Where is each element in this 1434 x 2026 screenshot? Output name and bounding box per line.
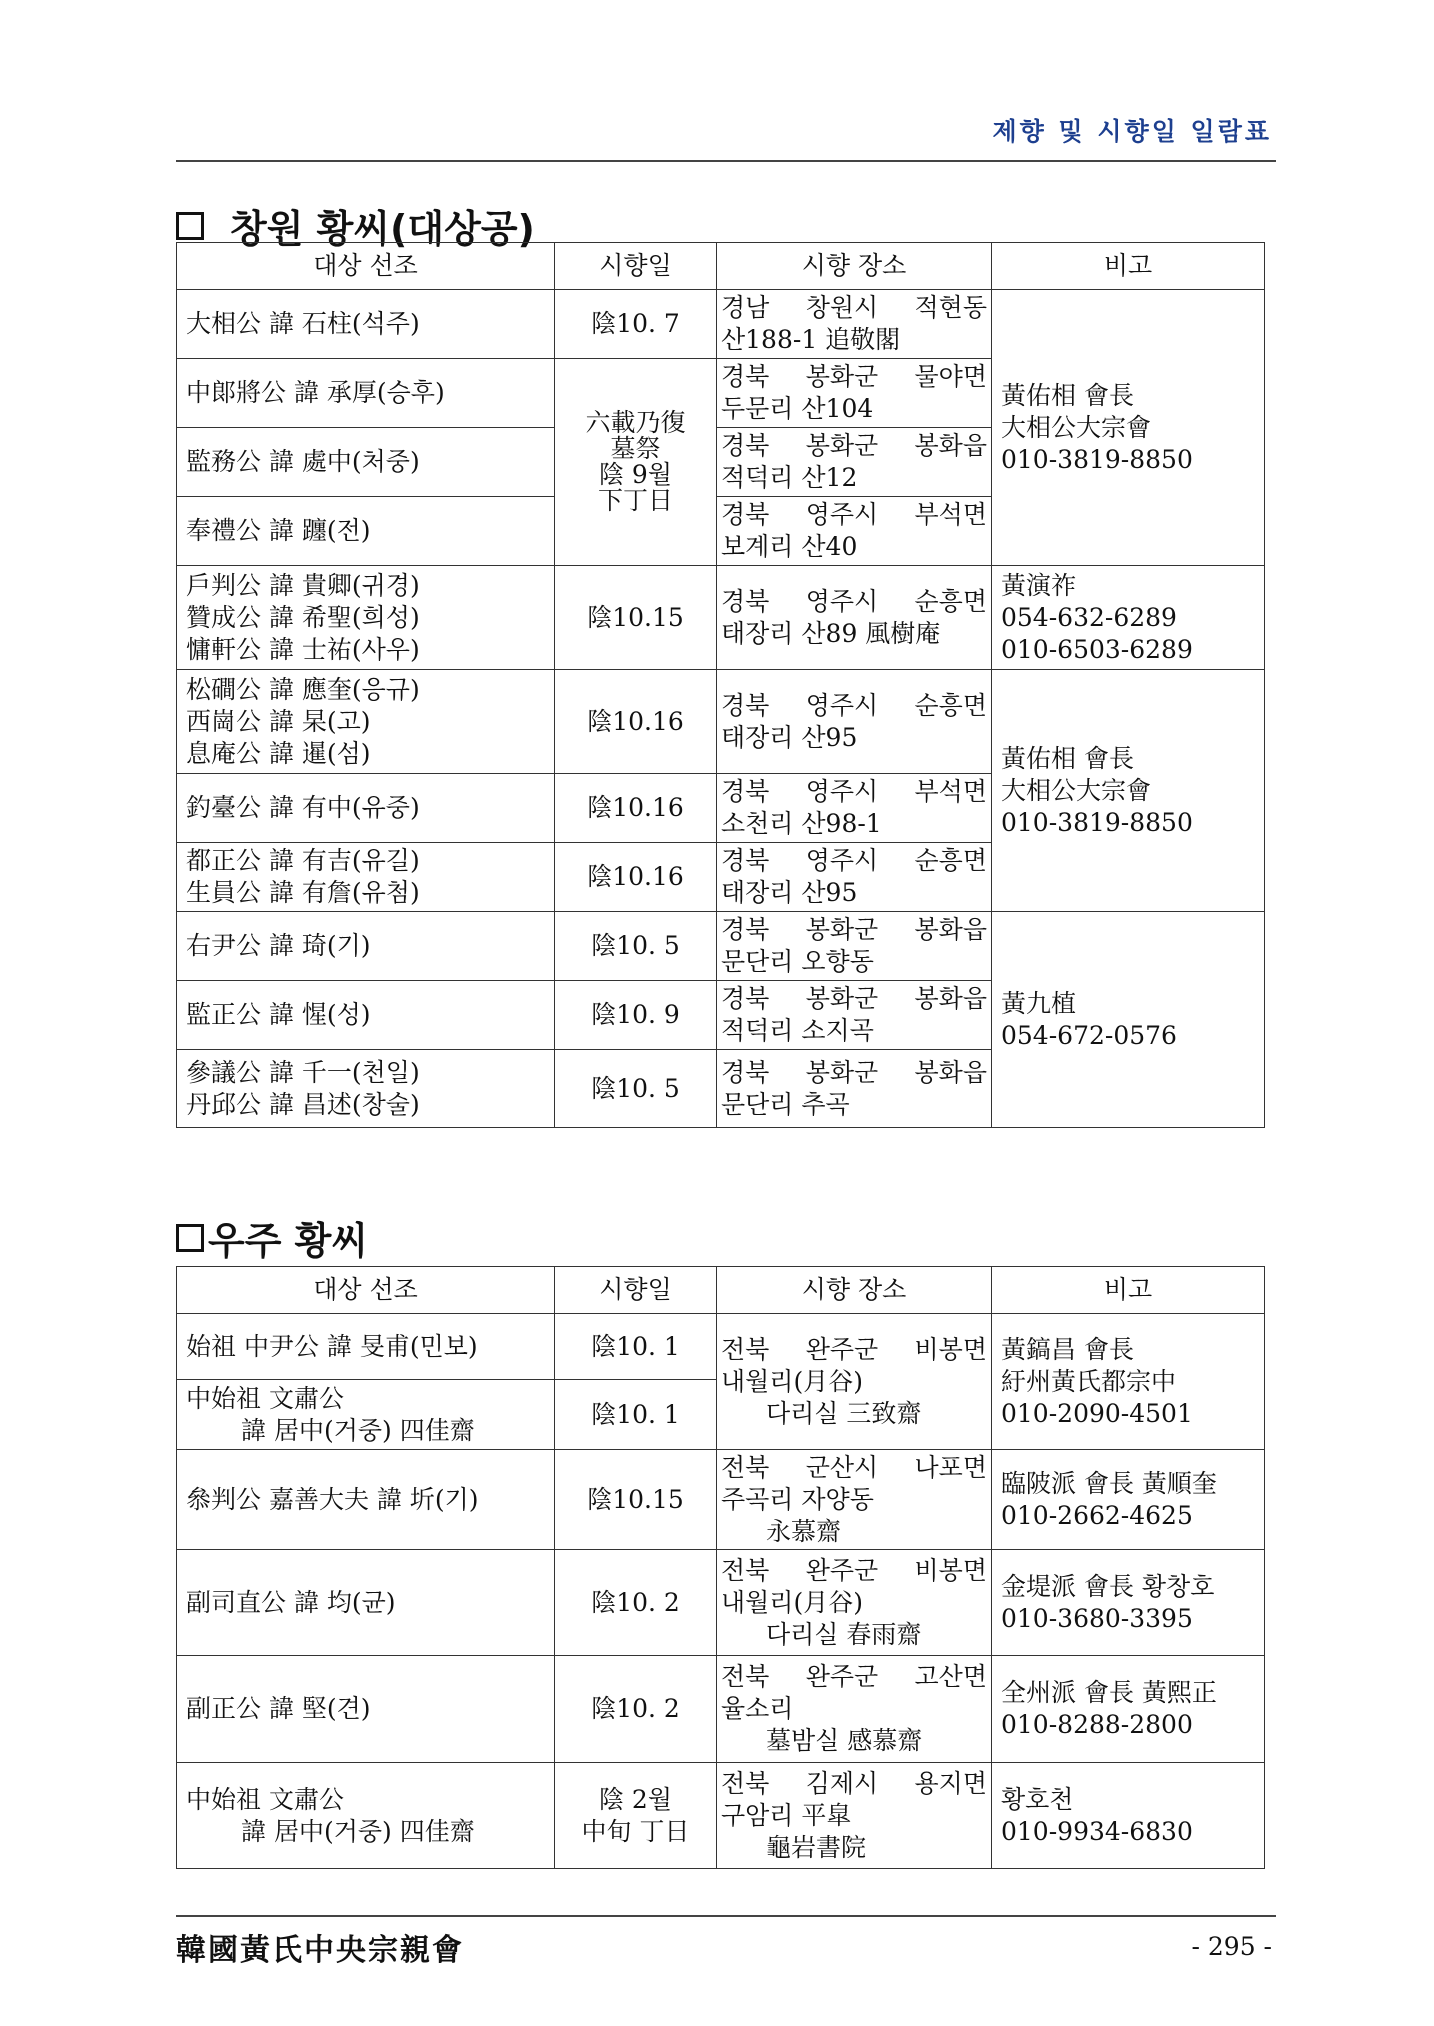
date-cell: 陰10. 7 <box>555 290 717 359</box>
place-cell: 경북 영주시 순흥면 태장리 산89 風樹庵 <box>717 566 992 670</box>
column-header: 비고 <box>992 243 1265 290</box>
date-cell: 陰10. 2 <box>555 1656 717 1763</box>
section-title-text: 창원 황씨(대상공) <box>230 207 535 251</box>
note-cell: 臨陂派 會長 黃順奎 010-2662-4625 <box>992 1450 1265 1550</box>
note-cell: 황호천 010-9934-6830 <box>992 1763 1265 1869</box>
date-cell: 陰10.16 <box>555 843 717 912</box>
place-cell: 전북 군산시 나포면 주곡리 자양동 永慕齋 <box>717 1450 992 1550</box>
column-header: 대상 선조 <box>177 243 555 290</box>
place-cell: 경북 영주시 부석면 보계리 산40 <box>717 497 992 566</box>
table-header-row <box>177 1267 1265 1314</box>
merged-note-cell: 黃鎬昌 會長 紆州黃氏都宗中 010-2090-4501 <box>992 1314 1265 1450</box>
page-number: - 295 - <box>1191 1932 1272 1961</box>
note-cell: 黃佑相 會長 大相公大宗會 010-3819-8850 <box>992 290 1265 566</box>
ancestor-cell: 監務公 諱 處中(처중) <box>177 428 555 497</box>
date-cell: 陰10. 5 <box>555 912 717 981</box>
merged-date-cell: 六載乃復 墓祭 陰 9월 下丁日 <box>555 359 717 566</box>
ancestor-cell: 副司直公 諱 均(균) <box>177 1550 555 1656</box>
column-header: 대상 선조 <box>177 1267 555 1314</box>
date-cell: 陰10. 9 <box>555 981 717 1050</box>
column-header: 비고 <box>992 1267 1265 1314</box>
place-cell: 경북 봉화군 봉화읍 적덕리 산12 <box>717 428 992 497</box>
place-cell: 경북 봉화군 봉화읍 적덕리 소지곡 <box>717 981 992 1050</box>
ancestor-cell: 叅判公 嘉善大夫 諱 圻(기) <box>177 1450 555 1550</box>
place-cell: 경북 봉화군 봉화읍 문단리 오향동 <box>717 912 992 981</box>
table-header-row <box>177 243 1265 290</box>
table-row <box>177 1763 1265 1869</box>
date-cell: 陰10.15 <box>555 1450 717 1550</box>
note-cell: 黃九植 054-672-0576 <box>992 912 1265 1128</box>
ancestor-cell: 戶判公 諱 貴卿(귀경) 贊成公 諱 希聖(희성) 慵軒公 諱 士祐(사우) <box>177 566 555 670</box>
table-row <box>177 290 1265 359</box>
ancestor-cell: 副正公 諱 堅(견) <box>177 1656 555 1763</box>
note-cell: 全州派 會長 黃熙正 010-8288-2800 <box>992 1656 1265 1763</box>
table-row <box>177 912 1265 981</box>
page-header-title: 제향 및 시향일 일람표 <box>992 117 1272 146</box>
date-cell: 陰10. 1 <box>555 1314 717 1380</box>
checkbox-square-icon <box>176 1224 204 1252</box>
ancestor-cell: 大相公 諱 石柱(석주) <box>177 290 555 359</box>
header-divider <box>176 160 1276 162</box>
place-cell: 전북 완주군 고산면 율소리 墓밤실 感慕齋 <box>717 1656 992 1763</box>
column-header: 시향 장소 <box>717 243 992 290</box>
ancestor-cell: 中始祖 文肅公 諱 居中(거중) 四佳齋 <box>177 1380 555 1450</box>
date-cell: 陰10.15 <box>555 566 717 670</box>
table-row <box>177 1450 1265 1550</box>
uju-table <box>176 1266 1265 1869</box>
table-row <box>177 1550 1265 1656</box>
ancestor-cell: 右尹公 諱 琦(기) <box>177 912 555 981</box>
ancestor-cell: 釣臺公 諱 有中(유중) <box>177 774 555 843</box>
place-cell: 경북 영주시 순흥면 태장리 산95 <box>717 670 992 774</box>
place-cell: 경북 봉화군 물야면 두문리 산104 <box>717 359 992 428</box>
column-header: 시향 장소 <box>717 1267 992 1314</box>
table-row <box>177 1656 1265 1763</box>
place-cell: 경북 영주시 부석면 소천리 산98-1 <box>717 774 992 843</box>
place-cell: 전북 김제시 용지면 구암리 平皐 龜岩書院 <box>717 1763 992 1869</box>
date-cell: 陰10. 1 <box>555 1380 717 1450</box>
date-cell: 陰10. 2 <box>555 1550 717 1656</box>
column-header: 시향일 <box>555 1267 717 1314</box>
merged-place-cell: 전북 완주군 비봉면 내월리(月谷) 다리실 三致齋 <box>717 1314 992 1450</box>
ancestor-cell: 松磵公 諱 應奎(응규) 西崗公 諱 杲(고) 息庵公 諱 暹(섬) <box>177 670 555 774</box>
place-cell: 경북 영주시 순흥면 태장리 산95 <box>717 843 992 912</box>
date-cell: 陰10.16 <box>555 670 717 774</box>
section-title-uju <box>176 1210 368 1265</box>
date-cell: 陰10.16 <box>555 774 717 843</box>
footer-organization: 韓國黃氏中央宗親會 <box>176 1933 464 1968</box>
ancestor-cell: 奉禮公 諱 躔(전) <box>177 497 555 566</box>
place-cell: 경북 봉화군 봉화읍 문단리 추곡 <box>717 1050 992 1128</box>
ancestor-cell: 都正公 諱 有吉(유길) 生員公 諱 有詹(유첨) <box>177 843 555 912</box>
column-header: 시향일 <box>555 243 717 290</box>
ancestor-cell: 參議公 諱 千一(천일) 丹邱公 諱 昌述(창술) <box>177 1050 555 1128</box>
note-cell: 黃佑相 會長 大相公大宗會 010-3819-8850 <box>992 670 1265 912</box>
table-row <box>177 566 1265 670</box>
table-row <box>177 1314 1265 1380</box>
footer-divider <box>176 1915 1276 1917</box>
place-cell: 경남 창원시 적현동 산188-1 追敬閣 <box>717 290 992 359</box>
checkbox-square-icon <box>176 212 204 240</box>
ancestor-cell: 中始祖 文肅公 諱 居中(거중) 四佳齋 <box>177 1763 555 1869</box>
ancestor-cell: 中郞將公 諱 承厚(승후) <box>177 359 555 428</box>
table-row <box>177 670 1265 774</box>
note-cell: 黃演祚 054-632-6289 010-6503-6289 <box>992 566 1265 670</box>
date-cell: 陰 2월 中旬 丁日 <box>555 1763 717 1869</box>
date-cell: 陰10. 5 <box>555 1050 717 1128</box>
place-cell: 전북 완주군 비봉면 내월리(月谷) 다리실 春雨齋 <box>717 1550 992 1656</box>
ancestor-cell: 監正公 諱 惺(성) <box>177 981 555 1050</box>
section-title-text: 우주 황씨 <box>208 1219 369 1263</box>
changwon-table <box>176 242 1265 1128</box>
note-cell: 金堤派 會長 황창호 010-3680-3395 <box>992 1550 1265 1656</box>
ancestor-cell: 始祖 中尹公 諱 旻甫(민보) <box>177 1314 555 1380</box>
